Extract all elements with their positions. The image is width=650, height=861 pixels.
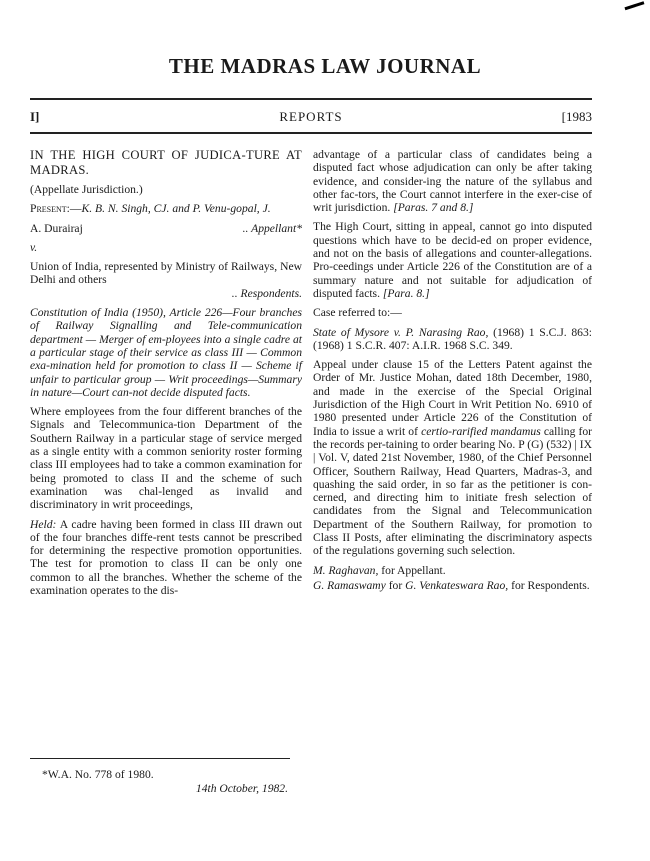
held-paragraph: [30, 518, 302, 598]
volume-number: I]: [30, 109, 40, 124]
appeal-text-1: Appeal under clause 15 of the Letters Patent against the Order of Mr. Justice Mohan, dated 18th December, 1980, and made in the exercise of the Special Original Jurisdiction of the High Court in Writ Petition No. 6910 of 1980 presented under Article 226 of the Constitution of India to issue a writ of: [313, 358, 592, 438]
present-line: [30, 202, 302, 215]
para-1-text: advantage of a particular class of candidates being a disputed fact whose adjudication can only be after taking evidence, and consider-ing the nature of the syllabus and other fac-tors, the Court cannot interfere in the exer-cise of writ jurisdiction.: [313, 148, 592, 215]
case-heading: Case referred to:—: [313, 306, 402, 320]
para-2-ref: [Para. 8.]: [382, 286, 430, 300]
footnote-case-no: *W.A. No. 778 of 1980.: [42, 768, 154, 781]
versus: v.: [30, 240, 38, 254]
counsel2-name: G. Ramaswamy: [313, 578, 386, 592]
header-rule: [30, 132, 592, 134]
court-name: IN THE HIGH COURT OF JUDICA-TURE AT MADRAS.: [30, 148, 302, 177]
appellant-role: .. Appellant*: [242, 221, 302, 235]
scan-mark: [624, 1, 647, 20]
para-1-ref: [Paras. 7 and 8.]: [393, 201, 474, 215]
appeal-italic: certio-rarified mandamus: [421, 424, 541, 438]
jurisdiction: (Appellate Jurisdiction.): [30, 183, 143, 196]
counsel-appellant: [313, 564, 592, 577]
para-2: [313, 220, 592, 300]
left-column: [30, 148, 302, 603]
facts: Where employees from the four different branches of the Signals and Telecommunica-tion Department of the Southern Railway in a particular stage of service merged as a single entity with a common seniority roster forming class III employees had to take a common examination for being promoted to class II and the scheme of such examination was chal-lenged as invalid and discriminatory in writ proceedings,: [30, 405, 302, 512]
journal-masthead: THE MADRAS LAW JOURNAL: [168, 54, 482, 78]
counsel2-mid: for: [388, 578, 403, 592]
appeal-text-2: calling for the records per-taining to order bearing No. P (G) (532) | IX | Vol. V, dated 21st November, 1980, of the Chief Personnel Officer, Southern Railway, Head Quarters, Madras-3, and quashing the said order, in so far as the petitioner is con-cerned, and directing him to initiate fresh selection of candidates from the Signal and Telecommunication Department of the Southern Railway, for promotion to Class II Posts, after eliminating the discriminatory aspects of the regulations governing such selection.: [313, 424, 592, 558]
masthead-rule: [30, 98, 592, 100]
headnote: Constitution of India (1950), Article 226—Four branches of Railway Signalling and Tele-communication department — Merger of em-ployees into a single cadre at a particular stage of their service as class III — Common exa-mination held for promotion to class II — Scheme if unfair to particular group — Writ proceedings—Summary in nature—Court can-not decide disputed facts.: [30, 306, 302, 399]
right-column: [313, 148, 592, 598]
case-citation: [313, 326, 592, 353]
counsel1-name: M. Raghavan,: [313, 563, 379, 577]
held-label: Held:: [30, 517, 57, 531]
running-head: [30, 109, 592, 129]
counsel1-role: for Appellant.: [381, 563, 446, 577]
respondent-role: .. Respondents.: [231, 286, 302, 300]
counsel2-role: for Respondents.: [511, 578, 590, 592]
counsel-respondents: [313, 579, 592, 592]
appeal-paragraph: [313, 358, 592, 557]
appellant-name: A. Durairaj: [30, 221, 83, 235]
judges: K. B. N. Singh, CJ. and P. Venu-gopal, J.: [81, 202, 271, 216]
year: [1983: [561, 109, 592, 124]
case-name: State of Mysore v. P. Narasing Rao,: [313, 325, 489, 339]
present-label: Present:—: [30, 202, 82, 216]
held-text: A cadre having been formed in class III drawn out of the four branches diffe-rent tests cannot be prescribed for determining the respective promotion opportunities. The test for promotion to class II can be only one common to all the branches. Whether the scheme of the examination operates to the dis-: [30, 517, 302, 598]
para-2-text: The High Court, sitting in appeal, cannot go into disputed questions which have to be decid-ed on proper evidence, and not on the basis of allegations and counter-allegations. Pro-ceedings under Article 226 of the Constitution are of a summary nature and not suitable for adjudication of disputed facts.: [313, 220, 592, 300]
case-cite: (1968) 1 S.C.J. 863: (1968) 1 S.C.R. 407: A.I.R. 1968 S.C. 349.: [313, 325, 592, 352]
counsel2-name2: G. Venkateswara Rao,: [405, 578, 509, 592]
respondent-name: Union of India, represented by Ministry of Railways, New Delhi and others: [30, 260, 302, 287]
section-title: REPORTS: [279, 109, 343, 124]
footnote-rule: [30, 758, 290, 759]
footnote-date: 14th October, 1982.: [195, 782, 288, 795]
appellant-line: [30, 222, 302, 235]
para-1: [313, 148, 592, 214]
footnote: [42, 768, 302, 796]
